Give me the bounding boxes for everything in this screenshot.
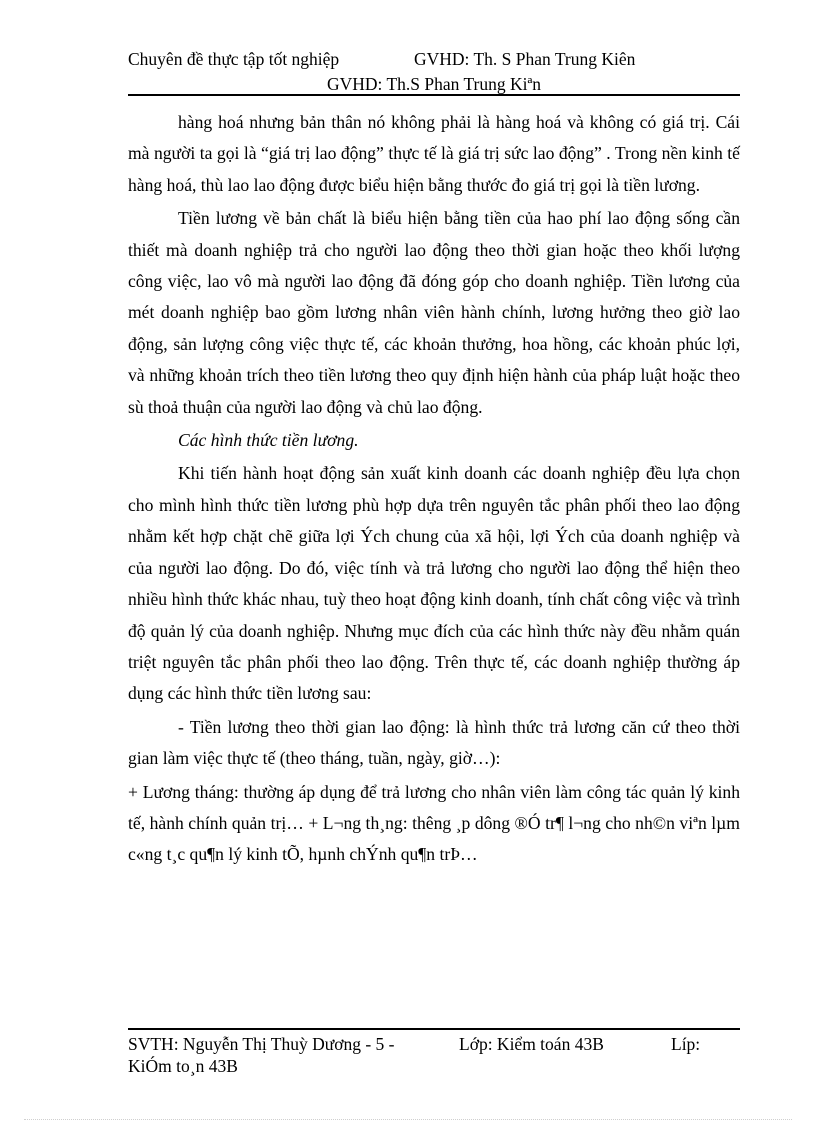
- paragraph-2: Tiền lương về bản chất là biểu hiện bằng tiền của hao phí lao động sống cần thiết mà doanh nghiệp trả cho người lao động theo thời gian hoặc theo khối lượng công việc, lao vô mà người lao động đã đóng góp cho doanh nghiệp. Tiền lương của mét doanh nghiệp bao gồm lương nhân viên hành chính, lương hưởng theo giờ lao động, sản lượng công việc thực tế, các khoản thưởng, hoa hồng, các khoản phúc lợi, và những khoản trích theo tiền lương theo quy định hiện hành của pháp luật hoặc theo sù thoả thuận của người lao động và chủ lao động.: [128, 208, 740, 417]
- footer-rule: [128, 1028, 740, 1030]
- section-heading: Các hình thức tiền lương.: [178, 430, 359, 451]
- header-advisor-duplicate: GVHD: Th.S Phan Trung Kiªn: [327, 74, 542, 94]
- header-title: Chuyên đề thực tập tốt nghiệp: [128, 49, 340, 69]
- paragraph-1: hàng hoá nhưng bản thân nó không phải là hàng hoá và không có giá trị. Cái mà người ta gọi là “giá trị lao động” thực tế là giá trị sức lao động” . Trong nền kinh tế hàng hoá, thù lao lao động được biểu hiện bằng thước đo giá trị gọi là tiền lương.: [128, 112, 740, 195]
- header-advisor: GVHD: Th. S Phan Trung Kiên: [414, 49, 636, 69]
- page-header: [128, 47, 740, 96]
- document-body: [128, 107, 740, 871]
- page-footer: [128, 1033, 740, 1077]
- footer-class-label: Líp:: [671, 1034, 701, 1054]
- paragraph-3: Khi tiến hành hoạt động sản xuất kinh doanh các doanh nghiệp đều lựa chọn cho mình hình thức tiền lương phù hợp dựa trên nguyên tắc phân phối theo lao động nhằm kết hợp chặt chẽ giữa lợi Ých chung của xã hội, lợi Ých của doanh nghiệp và của người lao động. Do đó, việc tính và trả lương cho người lao động thể hiện theo nhiều hình thức khác nhau, tuỳ theo hoạt động kinh doanh, tính chất công việc và trình độ quản lý của doanh nghiệp. Nhưng mục đích của các hình thức này đều nhằm quán triệt nguyên tắc phân phối theo lao động. Trên thực tế, các doanh nghiệp thường áp dụng các hình thức tiền lương sau:: [128, 463, 740, 704]
- page-edge-divider: [24, 1119, 792, 1120]
- footer-class: Lớp: Kiểm toán 43B: [459, 1034, 604, 1054]
- paragraph-4: - Tiền lương theo thời gian lao động: là hình thức trả lương căn cứ theo thời gian làm việc thực tế (theo tháng, tuần, ngày, giờ…):: [128, 716, 740, 769]
- header-rule: [128, 94, 740, 96]
- footer-student: SVTH: Nguyễn Thị Thuỳ Dương - 5 -: [128, 1034, 395, 1054]
- footer-class-duplicate: KiÓm to¸n 43B: [128, 1056, 238, 1076]
- paragraph-5: + Lương tháng: thường áp dụng để trả lương cho nhân viên làm công tác quản lý kinh tế, hành chính quản trị… + L¬ng th¸ng: thêng ¸p dông ®Ó tr¶ l¬ng cho nh©n viªn lµm c«ng t¸c qu¶n lý kinh tÕ, hµnh chÝnh qu¶n trÞ…: [128, 781, 740, 865]
